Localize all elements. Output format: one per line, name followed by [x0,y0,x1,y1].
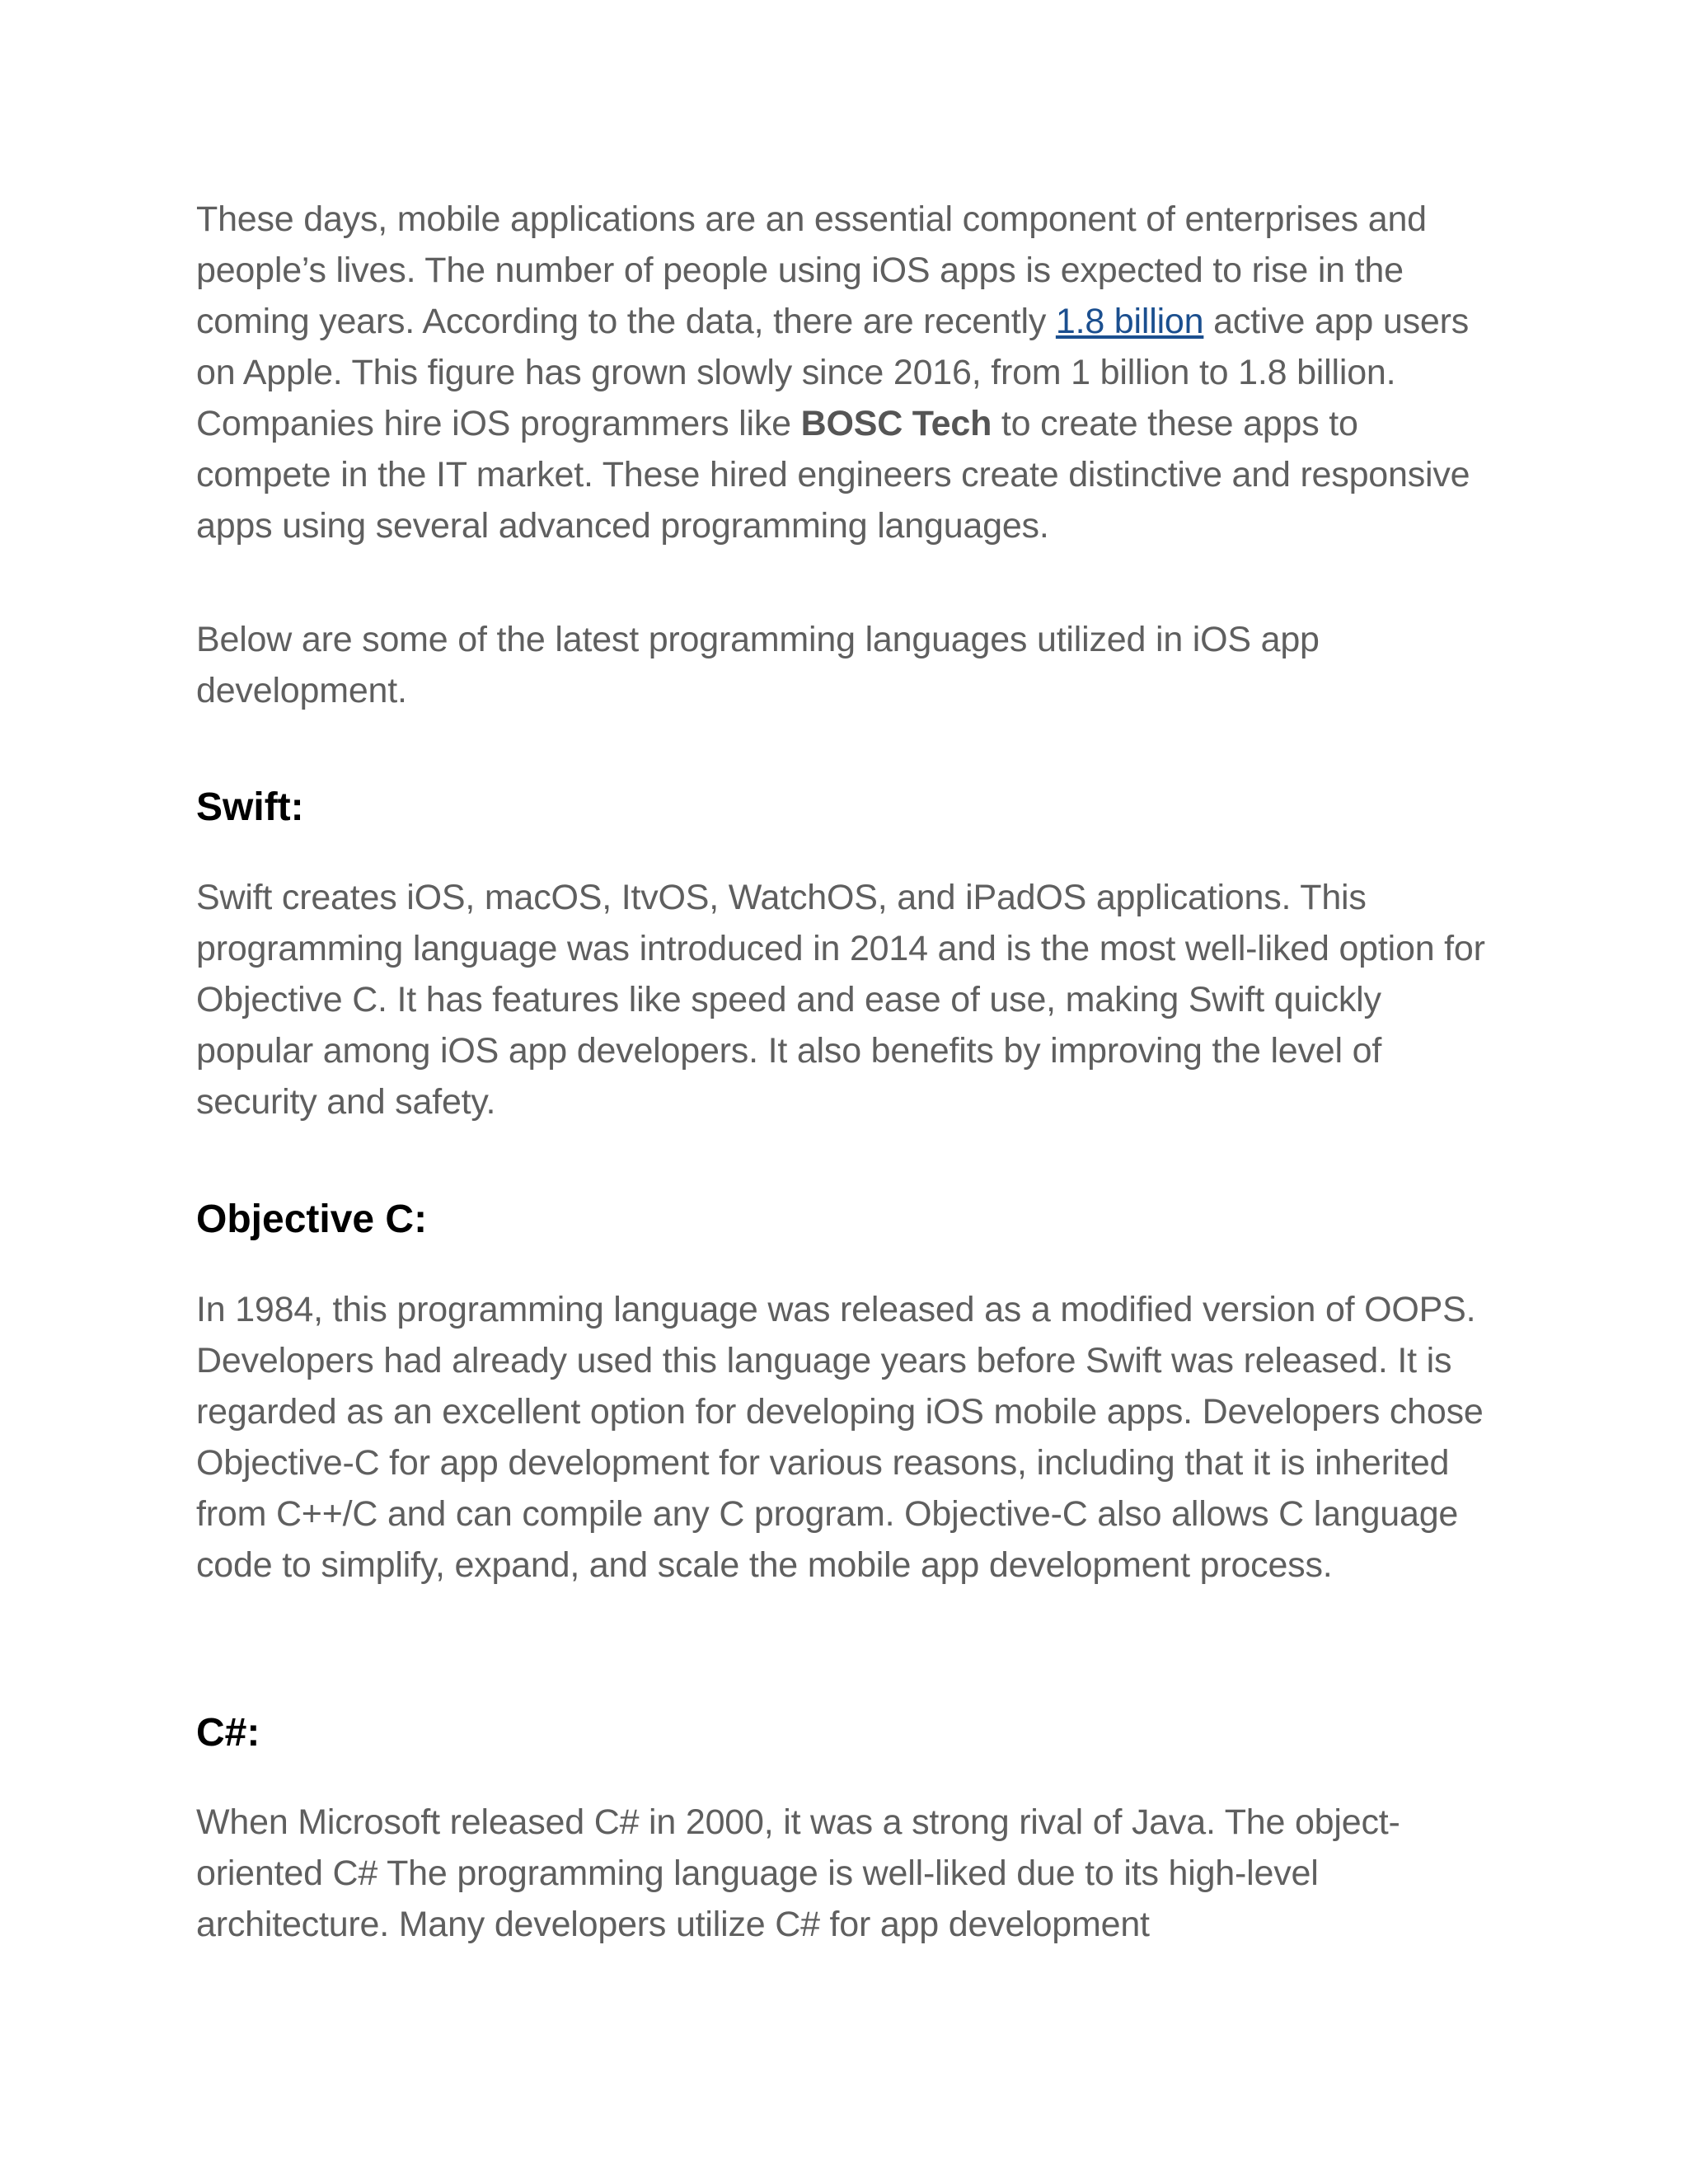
lead-in-paragraph: Below are some of the latest programming languages utilized in iOS app development. [196,620,1320,710]
company-name: BOSC Tech [800,404,992,443]
section-heading-swift: Swift: [196,785,304,829]
intro-text-3: to create these apps to compete in the IT market. These hired engineers create distinctive and responsive apps using several advanced programming languages. [196,404,1470,546]
section-heading-csharp: C#: [196,1711,260,1755]
intro-paragraph [196,194,1498,551]
section-body-swift: Swift creates iOS, macOS, ItvOS, WatchOS, and iPadOS applications. This programming language was introduced in 2014 and is the most well-liked option for Objective C. It has features like speed and ease of use, making Swift quickly popular among iOS app developers. It also benefits by improving the level of security and safety. [196,878,1485,1122]
intro-text-1: These days, mobile applications are an essential component of enterprises and people’s lives. The number of people using iOS apps is expected to rise in the coming years. According to the data, there are recently [196,199,1427,341]
user-count-link[interactable]: 1.8 billion [1055,302,1204,341]
section-body-csharp: When Microsoft released C# in 2000, it was a strong rival of Java. The object-oriented C# The programming language is well-liked due to its high-level architecture. Many developers utilize C# for app development [196,1802,1400,1944]
section-heading-objective-c: Objective C: [196,1197,428,1241]
section-body-objective-c: In 1984, this programming language was released as a modified version of OOPS. Developers had already used this language years before Swift was released. It is regarded as an excellent option for developing iOS mobile apps. Developers chose Objective-C for app development for various reasons, including that it is inherited from C++/C and can compile any C program. Objective-C also allows C language code to simplify, expand, and scale the mobile app development process. [196,1290,1484,1585]
intro-text-2: active app users on Apple. This figure has grown slowly since 2016, from 1 billion to 1.8 billion. Companies hire iOS programmers like [196,302,1470,443]
